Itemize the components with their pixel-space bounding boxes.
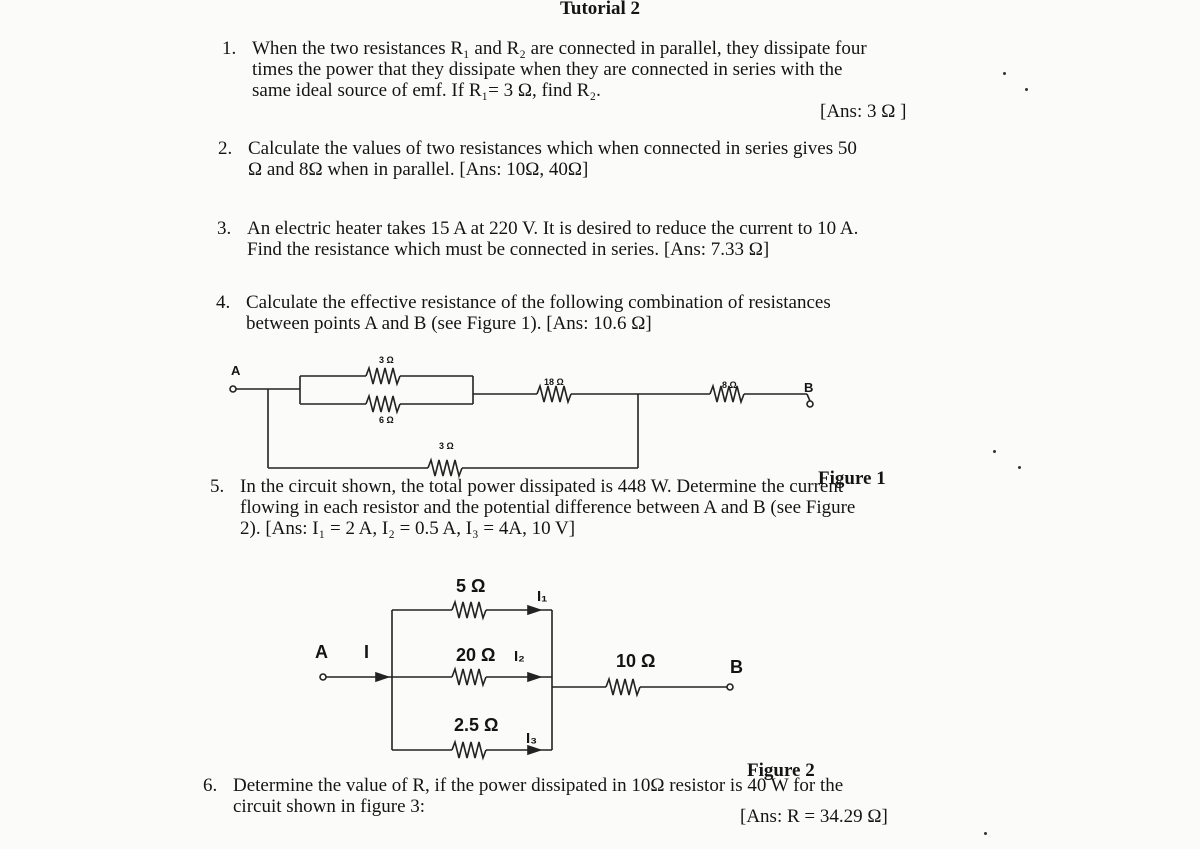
question-number: 6. — [203, 775, 218, 796]
scan-speck — [984, 832, 987, 835]
question-number: 1. — [222, 38, 237, 59]
question-6 — [203, 775, 888, 827]
current-arrow — [528, 746, 540, 754]
resistor-6-ohm — [366, 396, 400, 412]
current-arrow — [528, 673, 540, 681]
question-line: Calculate the effective resistance of the following combination of resistances — [246, 292, 831, 313]
resistor-label: 10 Ω — [616, 651, 656, 671]
terminal-a-fig2 — [320, 674, 326, 680]
figure-1-caption: Figure 1 — [818, 468, 886, 489]
node-a-label: A — [315, 642, 328, 662]
question-number: 4. — [216, 292, 231, 313]
current-arrow — [376, 673, 388, 681]
scan-speck — [993, 450, 996, 453]
question-line: An electric heater takes 15 A at 220 V. It is desired to reduce the current to 10 A. — [247, 218, 859, 239]
question-number: 2. — [218, 138, 233, 159]
scan-speck — [1025, 88, 1028, 91]
question-line: between points A and B (see Figure 1). [Ans: 10.6 Ω] — [246, 313, 652, 334]
resistor-5-ohm — [452, 602, 486, 618]
resistor-20-ohm — [452, 669, 486, 685]
resistor-label: 2.5 Ω — [454, 715, 499, 735]
scan-speck — [1003, 72, 1006, 75]
current-label: I — [364, 642, 370, 662]
question-number: 5. — [210, 476, 225, 497]
question-line: times the power that they dissipate when they are connected in series with the — [252, 59, 843, 80]
terminal-b — [807, 401, 813, 407]
node-a-label: A — [231, 363, 241, 378]
question-line: Determine the value of R, if the power dissipated in 10Ω resistor is 40 W for the — [233, 775, 844, 796]
question-line: 2). [Ans: I₁ = 2 A, I₂ = 0.5 A, I₃ = 4A, 10 V] — [240, 518, 576, 539]
resistor-2-5-ohm — [452, 742, 486, 758]
question-line: same ideal source of emf. If R₁= 3 Ω, find R₂. — [252, 80, 601, 101]
question-line: Find the resistance which must be connected in series. [Ans: 7.33 Ω] — [247, 239, 770, 260]
resistor-3-ohm-top — [366, 368, 400, 384]
current-label: I₁ — [537, 588, 548, 605]
answer: [Ans: 3 Ω ] — [820, 101, 907, 122]
resistor-10-ohm — [606, 679, 640, 695]
question-line: In the circuit shown, the total power dissipated is 448 W. Determine the current — [240, 476, 844, 497]
terminal-a — [230, 386, 236, 392]
question-line: When the two resistances R₁ and R₂ are connected in parallel, they dissipate four — [252, 38, 867, 59]
figure-2-caption: Figure 2 — [747, 760, 815, 781]
answer: [Ans: R = 34.29 Ω] — [740, 806, 888, 827]
node-b-label: B — [804, 380, 814, 395]
scan-speck — [1018, 466, 1021, 469]
resistor-18-ohm — [537, 386, 571, 402]
question-5 — [210, 476, 856, 539]
terminal-b-fig2 — [727, 684, 733, 690]
question-line: Ω and 8Ω when in parallel. [Ans: 10Ω, 40Ω] — [248, 159, 589, 180]
question-line: Calculate the values of two resistances which when connected in series gives 50 — [248, 138, 857, 159]
resistor-label: 8 Ω — [722, 380, 737, 390]
resistor-label: 18 Ω — [544, 377, 564, 387]
resistor-label: 5 Ω — [456, 576, 486, 596]
question-number: 3. — [217, 218, 232, 239]
question-line: flowing in each resistor and the potential difference between A and B (see Figure — [240, 497, 856, 518]
current-label: I₃ — [526, 730, 538, 747]
current-label: I₂ — [514, 648, 525, 665]
resistor-label: 3 Ω — [439, 441, 454, 451]
resistor-label: 6 Ω — [379, 415, 394, 425]
question-line: circuit shown in figure 3: — [233, 796, 426, 817]
resistor-3-ohm-loop — [428, 460, 462, 476]
page-title: Tutorial 2 — [559, 0, 641, 19]
current-arrow — [528, 606, 540, 614]
resistor-label: 20 Ω — [456, 645, 496, 665]
resistor-label: 3 Ω — [379, 355, 394, 365]
node-b-label: B — [730, 657, 743, 677]
